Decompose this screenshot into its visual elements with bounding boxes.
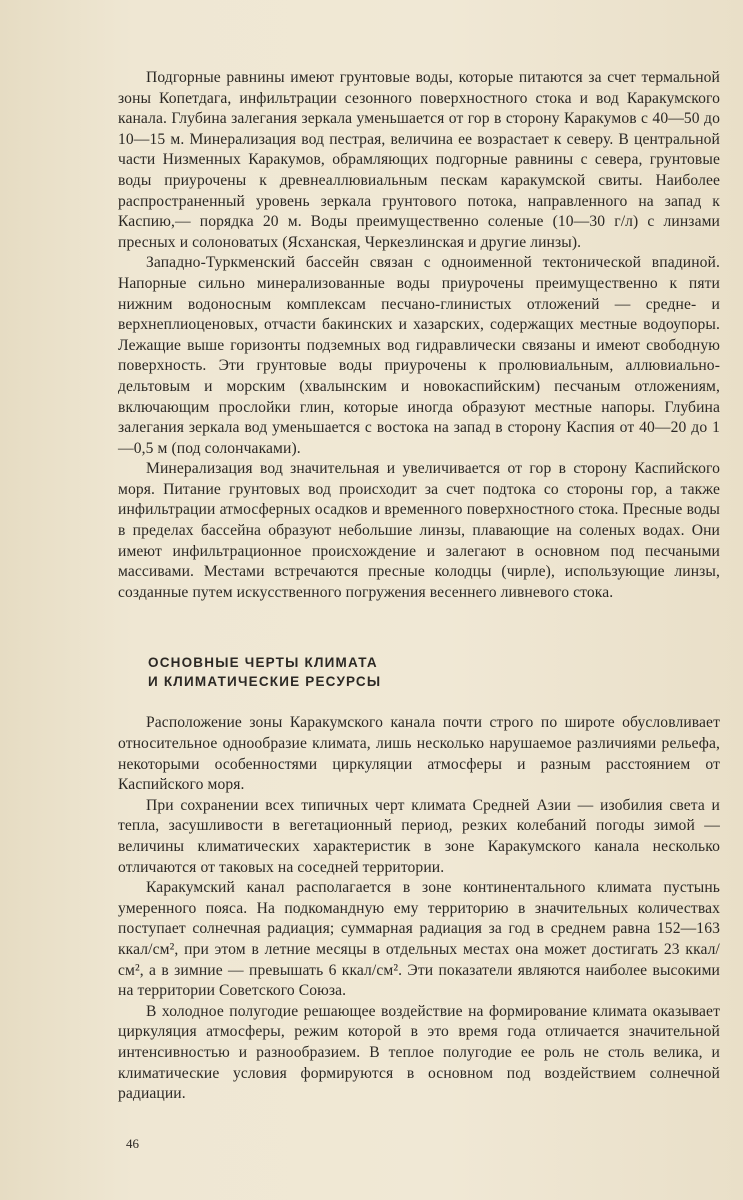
section-heading [148,653,720,691]
paragraph: Подгорные равнины имеют грунтовые воды, которые питаются за счет термальной зоны Копетдага, инфильтрации сезонного поверхностного стока и вод Каракумского канала. Глубина залегания зеркала уменьшается от гор в сторону Каракумов с 40—50 до 10—15 м. Минерализация вод пестрая, величина ее возрастает к северу. В центральной части Низменных Каракумов, обрамляющих подгорные равнины с севера, грунтовые воды приурочены к древнеаллювиальным пескам каракумской свиты. Наиболее распространенный уровень зеркала грунтового потока, направленного на запад к Каспию,— порядка 20 м. Воды преимущественно соленые (10—30 г/л) с линзами пресных и солоноватых (Ясханская, Черкезлинская и другие линзы). [118,69,720,251]
page-number: 46 [126,1136,139,1151]
page-text-block [118,68,720,1105]
section-spacer [118,603,720,653]
paragraph: В холодное полугодие решающее воздействие на формирование климата оказывает циркуляция атмосферы, режим которой в это время года отличается значительной интенсивностью и разнообразием. В теплое полугодие ее роль не столь велика, и климатические условия формируются в основном под воздействием солнечной радиации. [118,1002,720,1103]
paragraph: Западно-Туркменский бассейн связан с одноименной тектонической впадиной. Напорные сильно минерализованные воды приурочены преимущественно к пяти нижним водоносным комплексам песчано-глинистых отложений — средне- и верхнеплиоценовых, отчасти бакинских и хазарских, содержащих местные водоупоры. Лежащие выше горизонты подземных вод гидравлически связаны и имеют свободную поверхность. Эти грунтовые воды приурочены к пролювиальным, аллювиально-дельтовым и морским (хвалынским и новокаспийским) песчаным отложениям, включающим прослойки глин, которые иногда образуют местные напоры. Глубина залегания зеркала вод уменьшается с востока на запад в сторону Каспия от 40—20 до 1—0,5 м (под солончаками). [118,254,720,457]
paragraph: Каракумский канал располагается в зоне континентального климата пустынь умеренного пояса. На подкомандную ему территорию в значительных количествах поступает солнечная радиация; суммарная радиация за год в среднем равна 152—163 ккал/см², при этом в летние месяцы в отдельных местах она может достигать 23 ккал/см², а в зимние — превышать 6 ккал/см². Эти показатели являются наиболее высокими на территории Советского Союза. [118,879,720,1000]
heading-line-2: И КЛИМАТИЧЕСКИЕ РЕСУРСЫ [148,674,382,690]
paragraph: Минерализация вод значительная и увеличивается от гор в сторону Каспийского моря. Питание грунтовых вод происходит за счет подтока со стороны гор, а также инфильтрации атмосферных осадков и временного поверхностного стока. Пресные воды в пределах бассейна образуют небольшие линзы, плавающие на соленых водах. Они имеют инфильтрационное происхождение и залегают в основном под песчаными массивами. Местами встречаются пресные колодцы (чирле), использующие линзы, созданные путем искусственного погружения весеннего ливневого стока. [118,460,720,601]
heading-line-1: ОСНОВНЫЕ ЧЕРТЫ КЛИМАТА [148,655,378,671]
paragraph: При сохранении всех типичных черт климата Средней Азии — изобилия света и тепла, засушливости в вегетационный период, резких колебаний погоды зимой — величины климатических характеристик в зоне Каракумского канала несколько отличаются от таковых на соседней территории. [118,796,720,876]
paragraph: Расположение зоны Каракумского канала почти строго по широте обусловливает относительное однообразие климата, лишь несколько нарушаемое различиями рельефа, некоторыми особенностями циркуляции атмосферы и разным расстоянием от Каспийского моря. [118,714,720,794]
